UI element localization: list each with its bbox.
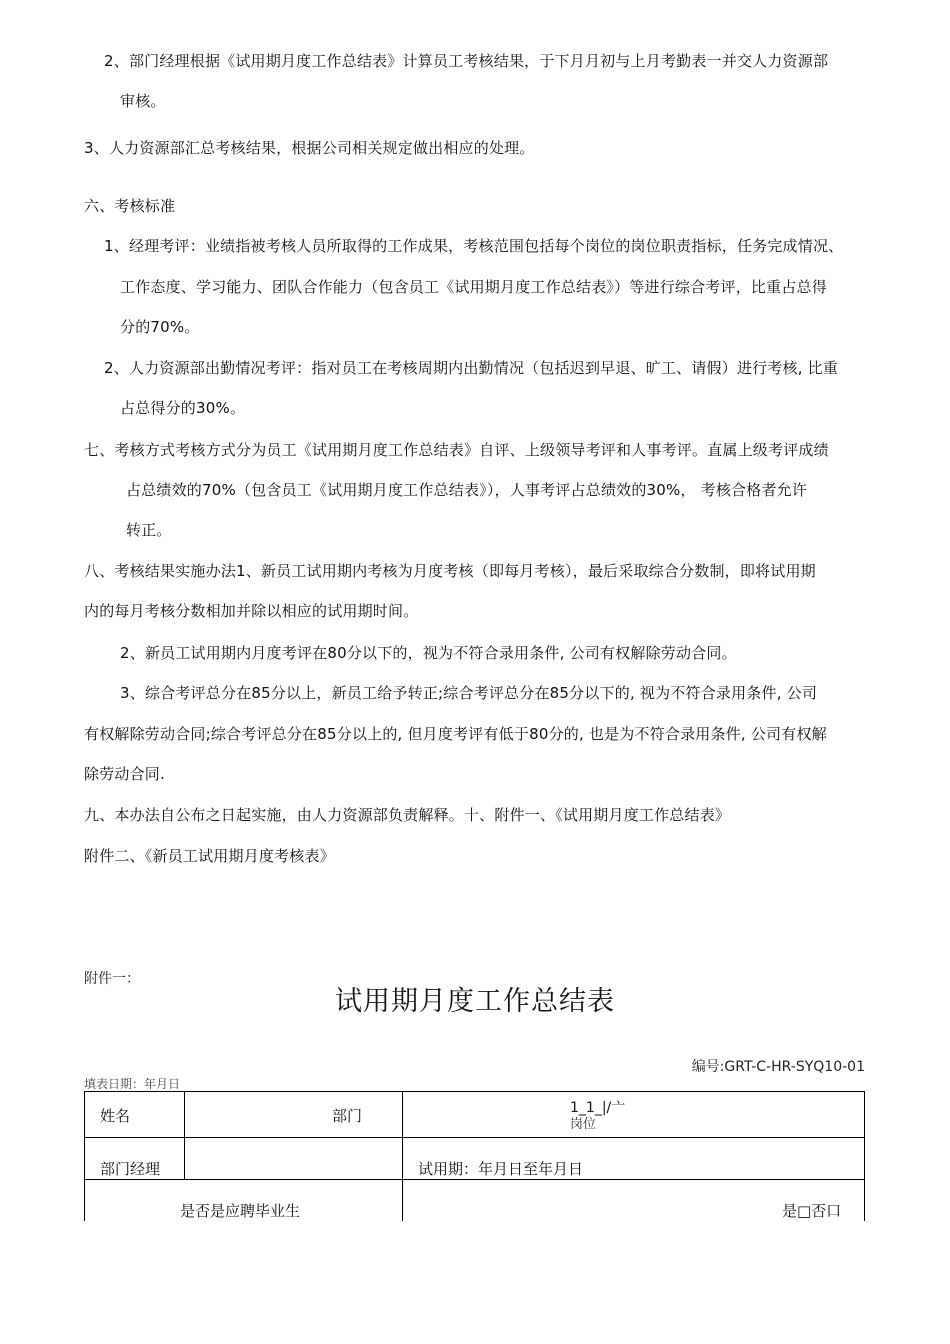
summary-form-table bbox=[84, 1091, 865, 1221]
section-8-item-2: 2、新员工试用期内月度考评在80分以下的，视为不符合录用条件, 公司有权解除劳动合同。 bbox=[120, 644, 737, 662]
fill-date: 填表日期：年月日 bbox=[84, 1077, 181, 1091]
section-heading-6: 六、考核标准 bbox=[84, 197, 176, 215]
section-7-line-1: 七、考核方式考核方式分为员工《试用期月度工作总结表》自评、上级领导考评和人事考评。直属上级考评成绩 bbox=[84, 441, 829, 459]
attachment-2-line: 附件二、《新员工试用期月度考核表》 bbox=[84, 847, 335, 865]
probation-period: 试用期：年月日至年月日 bbox=[418, 1160, 584, 1178]
paragraph-3: 3、人力资源部汇总考核结果，根据公司相关规定做出相应的处理。 bbox=[84, 139, 535, 157]
graduate-options[interactable]: 是□否口 bbox=[782, 1202, 842, 1220]
form-code: 编号:GRT-C-HR-SYQ10-01 bbox=[691, 1059, 865, 1075]
department-label: 部门 bbox=[332, 1107, 363, 1125]
section-8-item-3-line-2: 有权解除劳动合同;综合考评总分在85分以上的, 但月度考评有低于80分的, 也是为不符合录用条件, 公司有权解 bbox=[84, 725, 827, 743]
section-8-line-2: 内的每月考核分数相加并除以相应的试用期时间。 bbox=[84, 602, 419, 620]
name-label: 姓名 bbox=[100, 1107, 131, 1125]
position-label: 岗位 bbox=[570, 1117, 597, 1132]
section-8-item-3-line-3: 除劳动合同. bbox=[84, 765, 165, 783]
section-8-item-3-line-1: 3、综合考评总分在85分以上，新员工给予转正;综合考评总分在85分以下的, 视为不符合录用条件, 公司 bbox=[120, 684, 818, 702]
criteria-2-line-2: 占总得分的30%。 bbox=[120, 399, 246, 417]
section-9: 九、本办法自公布之日起实施，由人力资源部负责解释。十、附件一、《试用期月度工作总结表》 bbox=[84, 806, 731, 824]
paragraph-2-line-1: 2、部门经理根据《试用期月度工作总结表》计算员工考核结果，于下月月初与上月考勤表一并交人力资源部 bbox=[104, 52, 829, 70]
graduate-label: 是否是应聘毕业生 bbox=[180, 1202, 301, 1220]
criteria-2-line-1: 2、人力资源部出勤情况考评：指对员工在考核周期内出勤情况（包括迟到早退、旷工、请假）进行考核, 比重 bbox=[104, 359, 839, 377]
criteria-1-line-1: 1、经理考评：业绩指被考核人员所取得的工作成果，考核范围包括每个岗位的岗位职责指标，任务完成情况、 bbox=[104, 237, 844, 255]
criteria-1-line-3: 分的70%。 bbox=[120, 318, 200, 336]
manager-label: 部门经理 bbox=[100, 1160, 161, 1178]
position-mark: 1_1_|/亠 bbox=[570, 1100, 626, 1116]
section-8-line-1: 八、考核结果实施办法1、新员工试用期内考核为月度考核（即每月考核），最后采取综合分数制，即将试用期 bbox=[84, 562, 816, 580]
attachment-label: 附件一： bbox=[84, 971, 140, 987]
section-7-line-3: 转正。 bbox=[126, 521, 172, 539]
section-7-line-2: 占总绩效的70%（包含员工《试用期月度工作总结表》），人事考评占总绩效的30%， 考核合格者允许 bbox=[126, 481, 808, 499]
form-title: 试用期月度工作总结表 bbox=[335, 986, 615, 1017]
criteria-1-line-2: 工作态度、学习能力、团队合作能力（包含员工《试用期月度工作总结表》）等进行综合考评，比重占总得 bbox=[120, 278, 827, 296]
paragraph-2-line-2: 审核。 bbox=[120, 92, 166, 110]
